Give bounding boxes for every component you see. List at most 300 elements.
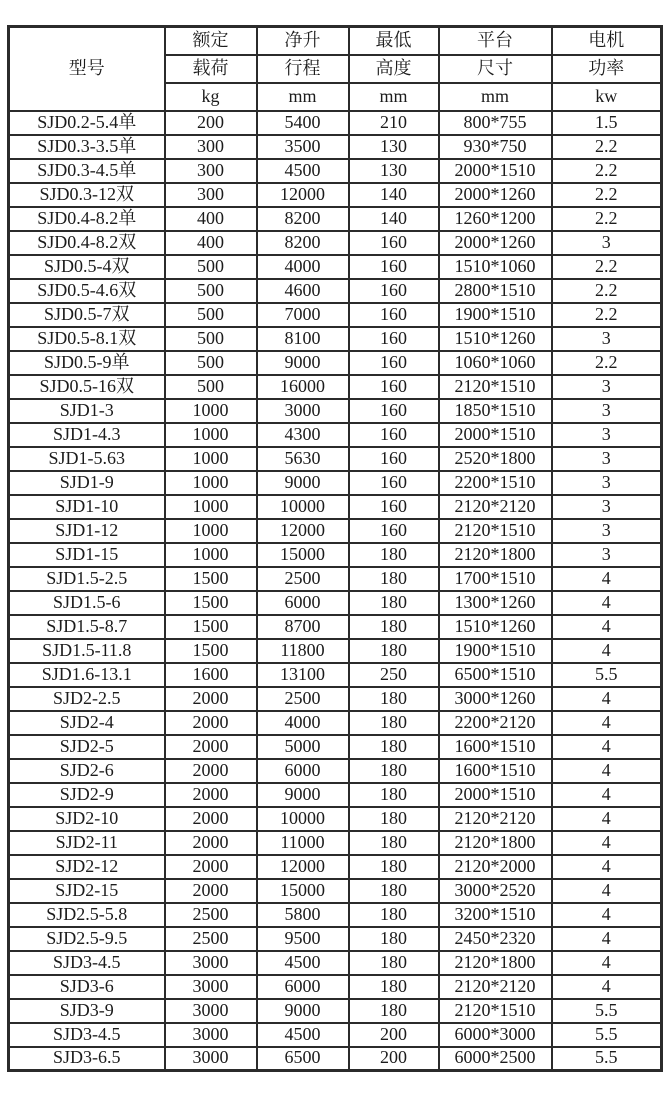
cell-motor-power: 4 xyxy=(552,831,662,855)
cell-motor-power: 1.5 xyxy=(552,111,662,135)
table-row xyxy=(9,399,662,423)
cell-rated-load: 3000 xyxy=(165,975,257,999)
cell-lift-stroke: 9000 xyxy=(257,783,349,807)
cell-model: SJD0.5-4双 xyxy=(9,255,165,279)
cell-platform-size: 2120*1800 xyxy=(439,543,552,567)
cell-platform-size: 2200*1510 xyxy=(439,471,552,495)
cell-motor-power: 5.5 xyxy=(552,1047,662,1071)
cell-lift-stroke: 9000 xyxy=(257,351,349,375)
cell-platform-size: 1060*1060 xyxy=(439,351,552,375)
cell-min-height: 180 xyxy=(349,951,439,975)
cell-rated-load: 500 xyxy=(165,303,257,327)
header-motor-power-line2: 功率 xyxy=(552,55,662,83)
cell-lift-stroke: 8200 xyxy=(257,231,349,255)
cell-min-height: 180 xyxy=(349,831,439,855)
cell-lift-stroke: 6000 xyxy=(257,759,349,783)
table-row xyxy=(9,519,662,543)
header-min-height-line1: 最低 xyxy=(349,27,439,55)
table-row xyxy=(9,999,662,1023)
cell-rated-load: 3000 xyxy=(165,951,257,975)
cell-platform-size: 1260*1200 xyxy=(439,207,552,231)
cell-platform-size: 2120*2120 xyxy=(439,495,552,519)
cell-model: SJD2-4 xyxy=(9,711,165,735)
header-lift-stroke-line2: 行程 xyxy=(257,55,349,83)
cell-model: SJD1-3 xyxy=(9,399,165,423)
cell-min-height: 200 xyxy=(349,1023,439,1047)
cell-min-height: 180 xyxy=(349,639,439,663)
cell-min-height: 180 xyxy=(349,807,439,831)
cell-model: SJD1.5-6 xyxy=(9,591,165,615)
table-row xyxy=(9,1023,662,1047)
cell-platform-size: 930*750 xyxy=(439,135,552,159)
cell-model: SJD2-10 xyxy=(9,807,165,831)
header-platform-size-line2: 尺寸 xyxy=(439,55,552,83)
table-row xyxy=(9,735,662,759)
cell-platform-size: 2120*2120 xyxy=(439,807,552,831)
cell-lift-stroke: 12000 xyxy=(257,183,349,207)
table-row xyxy=(9,879,662,903)
cell-min-height: 200 xyxy=(349,1047,439,1071)
cell-platform-size: 2120*2000 xyxy=(439,855,552,879)
cell-rated-load: 2000 xyxy=(165,687,257,711)
cell-model: SJD2.5-5.8 xyxy=(9,903,165,927)
cell-rated-load: 1000 xyxy=(165,423,257,447)
table-row xyxy=(9,495,662,519)
cell-min-height: 180 xyxy=(349,879,439,903)
cell-lift-stroke: 8100 xyxy=(257,327,349,351)
table-row xyxy=(9,567,662,591)
cell-rated-load: 300 xyxy=(165,183,257,207)
cell-platform-size: 3000*1260 xyxy=(439,687,552,711)
cell-motor-power: 3 xyxy=(552,327,662,351)
cell-lift-stroke: 6000 xyxy=(257,591,349,615)
cell-lift-stroke: 9000 xyxy=(257,471,349,495)
cell-model: SJD2-12 xyxy=(9,855,165,879)
cell-motor-power: 4 xyxy=(552,591,662,615)
table-row xyxy=(9,135,662,159)
header-lift-stroke-line1: 净升 xyxy=(257,27,349,55)
cell-lift-stroke: 9000 xyxy=(257,999,349,1023)
cell-model: SJD2.5-9.5 xyxy=(9,927,165,951)
table-header xyxy=(9,27,662,111)
cell-min-height: 180 xyxy=(349,903,439,927)
cell-model: SJD1-5.63 xyxy=(9,447,165,471)
cell-model: SJD1-4.3 xyxy=(9,423,165,447)
cell-lift-stroke: 5630 xyxy=(257,447,349,471)
cell-motor-power: 4 xyxy=(552,759,662,783)
cell-model: SJD1.5-11.8 xyxy=(9,639,165,663)
cell-motor-power: 5.5 xyxy=(552,999,662,1023)
cell-lift-stroke: 4300 xyxy=(257,423,349,447)
table-row xyxy=(9,375,662,399)
cell-model: SJD2-11 xyxy=(9,831,165,855)
cell-platform-size: 2120*1510 xyxy=(439,375,552,399)
table-row xyxy=(9,855,662,879)
cell-platform-size: 2800*1510 xyxy=(439,279,552,303)
cell-model: SJD3-6 xyxy=(9,975,165,999)
cell-motor-power: 4 xyxy=(552,855,662,879)
cell-platform-size: 1600*1510 xyxy=(439,759,552,783)
header-row-1 xyxy=(9,27,662,55)
cell-platform-size: 2120*1510 xyxy=(439,999,552,1023)
cell-platform-size: 1900*1510 xyxy=(439,303,552,327)
cell-min-height: 250 xyxy=(349,663,439,687)
cell-model: SJD2-2.5 xyxy=(9,687,165,711)
cell-platform-size: 2120*1510 xyxy=(439,519,552,543)
cell-platform-size: 2120*1800 xyxy=(439,831,552,855)
cell-min-height: 180 xyxy=(349,975,439,999)
header-model: 型号 xyxy=(9,27,165,111)
table-row xyxy=(9,927,662,951)
cell-min-height: 160 xyxy=(349,375,439,399)
table-row xyxy=(9,759,662,783)
cell-min-height: 140 xyxy=(349,207,439,231)
cell-model: SJD0.5-4.6双 xyxy=(9,279,165,303)
table-row xyxy=(9,183,662,207)
table-row xyxy=(9,351,662,375)
cell-min-height: 160 xyxy=(349,423,439,447)
cell-lift-stroke: 4000 xyxy=(257,711,349,735)
header-rated-load-line2: 载荷 xyxy=(165,55,257,83)
cell-lift-stroke: 5800 xyxy=(257,903,349,927)
cell-min-height: 130 xyxy=(349,159,439,183)
table-row xyxy=(9,615,662,639)
cell-motor-power: 4 xyxy=(552,951,662,975)
cell-model: SJD3-4.5 xyxy=(9,951,165,975)
cell-lift-stroke: 9500 xyxy=(257,927,349,951)
cell-platform-size: 2200*2120 xyxy=(439,711,552,735)
cell-motor-power: 4 xyxy=(552,639,662,663)
cell-platform-size: 2120*2120 xyxy=(439,975,552,999)
cell-platform-size: 1510*1260 xyxy=(439,615,552,639)
table-row xyxy=(9,471,662,495)
cell-platform-size: 800*755 xyxy=(439,111,552,135)
table-body xyxy=(9,111,662,1071)
cell-rated-load: 500 xyxy=(165,375,257,399)
cell-lift-stroke: 2500 xyxy=(257,687,349,711)
table-row xyxy=(9,255,662,279)
cell-motor-power: 3 xyxy=(552,519,662,543)
cell-min-height: 180 xyxy=(349,615,439,639)
cell-model: SJD0.3-3.5单 xyxy=(9,135,165,159)
table-row xyxy=(9,231,662,255)
cell-rated-load: 2000 xyxy=(165,711,257,735)
cell-min-height: 160 xyxy=(349,519,439,543)
cell-motor-power: 3 xyxy=(552,447,662,471)
cell-motor-power: 2.2 xyxy=(552,159,662,183)
cell-motor-power: 4 xyxy=(552,903,662,927)
cell-motor-power: 2.2 xyxy=(552,351,662,375)
cell-motor-power: 4 xyxy=(552,687,662,711)
cell-rated-load: 2000 xyxy=(165,783,257,807)
cell-platform-size: 1510*1060 xyxy=(439,255,552,279)
cell-rated-load: 3000 xyxy=(165,999,257,1023)
cell-rated-load: 2000 xyxy=(165,855,257,879)
cell-model: SJD0.4-8.2双 xyxy=(9,231,165,255)
cell-platform-size: 2000*1260 xyxy=(439,183,552,207)
cell-min-height: 160 xyxy=(349,327,439,351)
cell-min-height: 210 xyxy=(349,111,439,135)
cell-rated-load: 400 xyxy=(165,207,257,231)
cell-motor-power: 4 xyxy=(552,879,662,903)
cell-platform-size: 6500*1510 xyxy=(439,663,552,687)
cell-platform-size: 1850*1510 xyxy=(439,399,552,423)
cell-motor-power: 4 xyxy=(552,567,662,591)
table-row xyxy=(9,903,662,927)
cell-motor-power: 5.5 xyxy=(552,1023,662,1047)
cell-model: SJD2-5 xyxy=(9,735,165,759)
cell-motor-power: 3 xyxy=(552,495,662,519)
cell-platform-size: 2450*2320 xyxy=(439,927,552,951)
cell-rated-load: 1000 xyxy=(165,543,257,567)
cell-lift-stroke: 12000 xyxy=(257,519,349,543)
cell-model: SJD3-6.5 xyxy=(9,1047,165,1071)
cell-model: SJD0.5-7双 xyxy=(9,303,165,327)
cell-model: SJD1.5-8.7 xyxy=(9,615,165,639)
cell-min-height: 160 xyxy=(349,231,439,255)
cell-rated-load: 500 xyxy=(165,255,257,279)
cell-platform-size: 6000*2500 xyxy=(439,1047,552,1071)
cell-motor-power: 4 xyxy=(552,783,662,807)
cell-model: SJD0.5-8.1双 xyxy=(9,327,165,351)
cell-rated-load: 1000 xyxy=(165,495,257,519)
cell-min-height: 130 xyxy=(349,135,439,159)
cell-min-height: 160 xyxy=(349,255,439,279)
cell-platform-size: 1300*1260 xyxy=(439,591,552,615)
cell-motor-power: 3 xyxy=(552,423,662,447)
table-row xyxy=(9,951,662,975)
header-min-height-line2: 高度 xyxy=(349,55,439,83)
cell-rated-load: 1500 xyxy=(165,567,257,591)
cell-motor-power: 4 xyxy=(552,615,662,639)
cell-lift-stroke: 5400 xyxy=(257,111,349,135)
cell-rated-load: 500 xyxy=(165,351,257,375)
cell-motor-power: 3 xyxy=(552,375,662,399)
cell-min-height: 180 xyxy=(349,687,439,711)
table-row xyxy=(9,711,662,735)
cell-lift-stroke: 3500 xyxy=(257,135,349,159)
cell-rated-load: 1000 xyxy=(165,399,257,423)
cell-min-height: 180 xyxy=(349,999,439,1023)
cell-model: SJD1.5-2.5 xyxy=(9,567,165,591)
cell-platform-size: 2520*1800 xyxy=(439,447,552,471)
cell-lift-stroke: 12000 xyxy=(257,855,349,879)
cell-min-height: 160 xyxy=(349,471,439,495)
cell-platform-size: 6000*3000 xyxy=(439,1023,552,1047)
cell-lift-stroke: 2500 xyxy=(257,567,349,591)
cell-motor-power: 3 xyxy=(552,231,662,255)
cell-rated-load: 2000 xyxy=(165,759,257,783)
table-row xyxy=(9,111,662,135)
header-rated-load-unit: kg xyxy=(165,83,257,111)
cell-lift-stroke: 4500 xyxy=(257,951,349,975)
cell-lift-stroke: 8200 xyxy=(257,207,349,231)
cell-model: SJD3-4.5 xyxy=(9,1023,165,1047)
cell-lift-stroke: 4000 xyxy=(257,255,349,279)
header-platform-size-unit: mm xyxy=(439,83,552,111)
cell-rated-load: 2000 xyxy=(165,735,257,759)
cell-model: SJD0.5-9单 xyxy=(9,351,165,375)
cell-min-height: 180 xyxy=(349,759,439,783)
header-min-height-unit: mm xyxy=(349,83,439,111)
cell-model: SJD1-15 xyxy=(9,543,165,567)
cell-lift-stroke: 16000 xyxy=(257,375,349,399)
cell-model: SJD2-6 xyxy=(9,759,165,783)
cell-min-height: 180 xyxy=(349,711,439,735)
table-row xyxy=(9,207,662,231)
cell-min-height: 160 xyxy=(349,399,439,423)
cell-rated-load: 300 xyxy=(165,135,257,159)
cell-lift-stroke: 4600 xyxy=(257,279,349,303)
cell-platform-size: 2000*1510 xyxy=(439,783,552,807)
table-row xyxy=(9,783,662,807)
cell-min-height: 160 xyxy=(349,351,439,375)
cell-lift-stroke: 7000 xyxy=(257,303,349,327)
cell-lift-stroke: 4500 xyxy=(257,1023,349,1047)
cell-motor-power: 4 xyxy=(552,735,662,759)
cell-lift-stroke: 15000 xyxy=(257,879,349,903)
cell-min-height: 160 xyxy=(349,447,439,471)
cell-platform-size: 2120*1800 xyxy=(439,951,552,975)
cell-rated-load: 2000 xyxy=(165,879,257,903)
cell-min-height: 180 xyxy=(349,591,439,615)
cell-rated-load: 400 xyxy=(165,231,257,255)
table-row xyxy=(9,303,662,327)
cell-model: SJD1.6-13.1 xyxy=(9,663,165,687)
cell-model: SJD2-15 xyxy=(9,879,165,903)
cell-min-height: 180 xyxy=(349,783,439,807)
cell-motor-power: 4 xyxy=(552,807,662,831)
cell-platform-size: 2000*1510 xyxy=(439,159,552,183)
table-row xyxy=(9,159,662,183)
cell-min-height: 140 xyxy=(349,183,439,207)
table-row xyxy=(9,975,662,999)
table-row xyxy=(9,423,662,447)
cell-model: SJD1-10 xyxy=(9,495,165,519)
cell-lift-stroke: 15000 xyxy=(257,543,349,567)
cell-rated-load: 500 xyxy=(165,279,257,303)
cell-platform-size: 1700*1510 xyxy=(439,567,552,591)
cell-platform-size: 1510*1260 xyxy=(439,327,552,351)
cell-model: SJD3-9 xyxy=(9,999,165,1023)
spec-table xyxy=(7,25,663,1072)
cell-min-height: 160 xyxy=(349,495,439,519)
cell-motor-power: 5.5 xyxy=(552,663,662,687)
cell-rated-load: 2000 xyxy=(165,831,257,855)
cell-rated-load: 1500 xyxy=(165,591,257,615)
cell-platform-size: 2000*1260 xyxy=(439,231,552,255)
cell-rated-load: 1000 xyxy=(165,519,257,543)
cell-lift-stroke: 11000 xyxy=(257,831,349,855)
cell-min-height: 180 xyxy=(349,855,439,879)
cell-lift-stroke: 10000 xyxy=(257,495,349,519)
cell-platform-size: 1600*1510 xyxy=(439,735,552,759)
table-row xyxy=(9,591,662,615)
cell-model: SJD0.2-5.4单 xyxy=(9,111,165,135)
cell-rated-load: 1500 xyxy=(165,615,257,639)
cell-platform-size: 3000*2520 xyxy=(439,879,552,903)
header-motor-power-line1: 电机 xyxy=(552,27,662,55)
cell-min-height: 160 xyxy=(349,303,439,327)
cell-min-height: 180 xyxy=(349,567,439,591)
cell-motor-power: 2.2 xyxy=(552,255,662,279)
cell-min-height: 160 xyxy=(349,279,439,303)
header-lift-stroke-unit: mm xyxy=(257,83,349,111)
table-row xyxy=(9,663,662,687)
cell-motor-power: 2.2 xyxy=(552,183,662,207)
table-row xyxy=(9,279,662,303)
table-row xyxy=(9,447,662,471)
cell-rated-load: 200 xyxy=(165,111,257,135)
cell-lift-stroke: 6000 xyxy=(257,975,349,999)
cell-rated-load: 1600 xyxy=(165,663,257,687)
cell-rated-load: 1000 xyxy=(165,447,257,471)
cell-min-height: 180 xyxy=(349,927,439,951)
header-motor-power-unit: kw xyxy=(552,83,662,111)
cell-rated-load: 3000 xyxy=(165,1047,257,1071)
cell-lift-stroke: 6500 xyxy=(257,1047,349,1071)
table-row xyxy=(9,807,662,831)
cell-rated-load: 3000 xyxy=(165,1023,257,1047)
table-row xyxy=(9,327,662,351)
cell-lift-stroke: 8700 xyxy=(257,615,349,639)
cell-lift-stroke: 4500 xyxy=(257,159,349,183)
cell-platform-size: 3200*1510 xyxy=(439,903,552,927)
table-row xyxy=(9,543,662,567)
cell-model: SJD0.3-12双 xyxy=(9,183,165,207)
cell-motor-power: 3 xyxy=(552,543,662,567)
cell-lift-stroke: 13100 xyxy=(257,663,349,687)
cell-rated-load: 1500 xyxy=(165,639,257,663)
header-platform-size-line1: 平台 xyxy=(439,27,552,55)
cell-motor-power: 3 xyxy=(552,471,662,495)
cell-lift-stroke: 5000 xyxy=(257,735,349,759)
cell-rated-load: 500 xyxy=(165,327,257,351)
cell-model: SJD1-9 xyxy=(9,471,165,495)
table-row xyxy=(9,687,662,711)
cell-motor-power: 4 xyxy=(552,975,662,999)
table-row xyxy=(9,831,662,855)
cell-motor-power: 4 xyxy=(552,711,662,735)
header-rated-load-line1: 额定 xyxy=(165,27,257,55)
cell-rated-load: 2000 xyxy=(165,807,257,831)
cell-motor-power: 2.2 xyxy=(552,303,662,327)
cell-platform-size: 1900*1510 xyxy=(439,639,552,663)
cell-motor-power: 2.2 xyxy=(552,135,662,159)
table-row xyxy=(9,639,662,663)
cell-model: SJD1-12 xyxy=(9,519,165,543)
cell-rated-load: 2500 xyxy=(165,927,257,951)
table-row xyxy=(9,1047,662,1071)
cell-rated-load: 2500 xyxy=(165,903,257,927)
cell-motor-power: 2.2 xyxy=(552,279,662,303)
cell-motor-power: 3 xyxy=(552,399,662,423)
cell-model: SJD0.5-16双 xyxy=(9,375,165,399)
cell-lift-stroke: 3000 xyxy=(257,399,349,423)
cell-model: SJD0.3-4.5单 xyxy=(9,159,165,183)
cell-motor-power: 2.2 xyxy=(552,207,662,231)
cell-model: SJD2-9 xyxy=(9,783,165,807)
cell-rated-load: 1000 xyxy=(165,471,257,495)
cell-lift-stroke: 11800 xyxy=(257,639,349,663)
cell-min-height: 180 xyxy=(349,735,439,759)
cell-rated-load: 300 xyxy=(165,159,257,183)
cell-lift-stroke: 10000 xyxy=(257,807,349,831)
cell-model: SJD0.4-8.2单 xyxy=(9,207,165,231)
cell-min-height: 180 xyxy=(349,543,439,567)
cell-platform-size: 2000*1510 xyxy=(439,423,552,447)
cell-motor-power: 4 xyxy=(552,927,662,951)
